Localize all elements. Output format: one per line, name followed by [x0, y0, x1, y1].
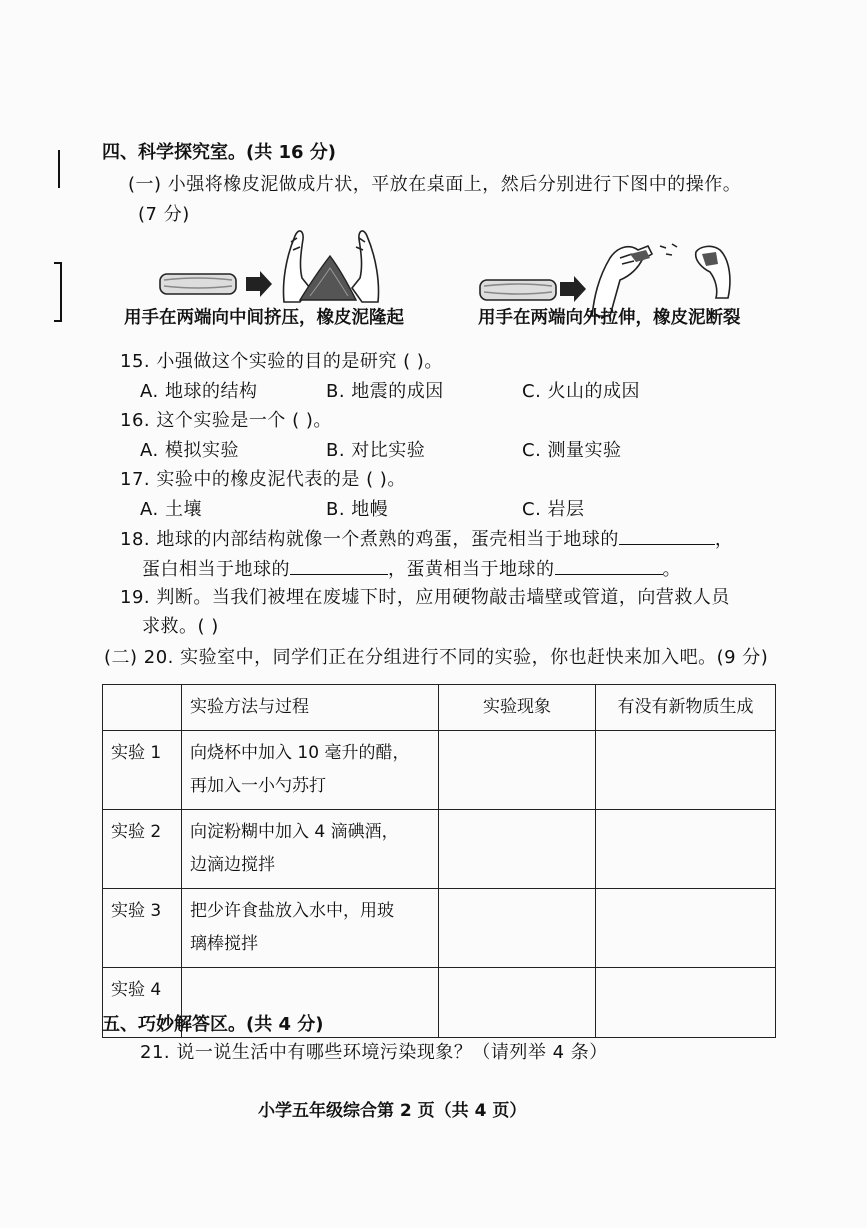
table-header-row: [103, 685, 776, 731]
experiment-table: [102, 684, 776, 1038]
phenomenon-cell[interactable]: [439, 810, 596, 889]
table-row: [103, 889, 776, 968]
page-footer: 小学五年级综合第 2 页（共 4 页）: [258, 1101, 527, 1121]
q18-text-2: 蛋白相当于地球的: [142, 559, 290, 580]
table-row: [103, 810, 776, 889]
section5-title: 五、巧妙解答区。(共 4 分): [102, 1014, 324, 1035]
margin-mark: [54, 262, 60, 264]
table-header-cell: 实验现象: [439, 685, 596, 731]
table-header-cell: 实验方法与过程: [182, 685, 439, 731]
margin-mark: [58, 150, 60, 188]
section-title: 四、科学探究室。(共 16 分): [102, 142, 337, 163]
experiment-name: 实验 4: [103, 968, 182, 1038]
part1-intro: (一) 小强将橡皮泥做成片状，平放在桌面上，然后分别进行下图中的操作。: [128, 174, 742, 195]
experiment-method: 向烧杯中加入 10 毫升的醋， 再加入一小勺苏打: [182, 731, 439, 810]
q18-blank-shell[interactable]: [619, 526, 715, 545]
q17-option-a: A. 土壤: [140, 499, 202, 520]
q16-stem: 16. 这个实验是一个 ( )。: [120, 410, 332, 431]
q18-line2: [142, 555, 681, 581]
phenomenon-cell[interactable]: [439, 968, 596, 1038]
q15-option-b: B. 地震的成因: [326, 381, 444, 402]
table-header-cell: [103, 685, 182, 731]
table-row: [103, 731, 776, 810]
q18-blank-white[interactable]: [290, 556, 388, 575]
margin-mark: [54, 320, 60, 322]
part1-score: (7 分): [138, 204, 190, 225]
q20-title: (二) 20. 实验室中，同学们正在分组进行不同的实验，你也赶快来加入吧。(9 分): [104, 647, 769, 668]
experiment-method: 向淀粉糊中加入 4 滴碘酒， 边滴边搅拌: [182, 810, 439, 889]
phenomenon-cell[interactable]: [439, 889, 596, 968]
q16-option-c: C. 测量实验: [522, 440, 622, 461]
q19-line1: 19. 判断。当我们被埋在废墟下时，应用硬物敲击墙壁或管道，向营救人员: [120, 587, 730, 608]
q15-stem: 15. 小强做这个实验的目的是研究 ( )。: [120, 351, 443, 372]
phenomenon-cell[interactable]: [439, 731, 596, 810]
experiment-name: 实验 1: [103, 731, 182, 810]
q19-line2: 求救。( ): [142, 616, 219, 637]
q18-text-1: 18. 地球的内部结构就像一个煮熟的鸡蛋，蛋壳相当于地球的: [120, 529, 619, 550]
experiment-name: 实验 2: [103, 810, 182, 889]
q18-line1: [120, 525, 733, 551]
q18-text-3: ，蛋黄相当于地球的: [388, 559, 555, 580]
q15-option-a: A. 地球的结构: [140, 381, 258, 402]
new-substance-cell[interactable]: [596, 889, 776, 968]
q17-stem: 17. 实验中的橡皮泥代表的是 ( )。: [120, 469, 406, 490]
experiment-name: 实验 3: [103, 889, 182, 968]
new-substance-cell[interactable]: [596, 968, 776, 1038]
q18-period: 。: [662, 559, 681, 580]
caption-compress: 用手在两端向中间挤压，橡皮泥隆起: [124, 308, 404, 328]
experiment-method: 把少许食盐放入水中，用玻 璃棒搅拌: [182, 889, 439, 968]
margin-mark: [60, 262, 62, 322]
new-substance-cell[interactable]: [596, 731, 776, 810]
q18-blank-yolk[interactable]: [555, 556, 663, 575]
new-substance-cell[interactable]: [596, 810, 776, 889]
table-header-cell: 有没有新物质生成: [596, 685, 776, 731]
q16-option-b: B. 对比实验: [326, 440, 426, 461]
q18-comma: ，: [714, 529, 734, 550]
q17-option-b: B. 地幔: [326, 499, 389, 520]
caption-stretch: 用手在两端向外拉伸，橡皮泥断裂: [478, 308, 741, 328]
q15-option-c: C. 火山的成因: [522, 381, 641, 402]
q21-stem: 21. 说一说生活中有哪些环境污染现象？（请列举 4 条）: [140, 1042, 608, 1063]
q17-option-c: C. 岩层: [522, 499, 585, 520]
q16-option-a: A. 模拟实验: [140, 440, 239, 461]
